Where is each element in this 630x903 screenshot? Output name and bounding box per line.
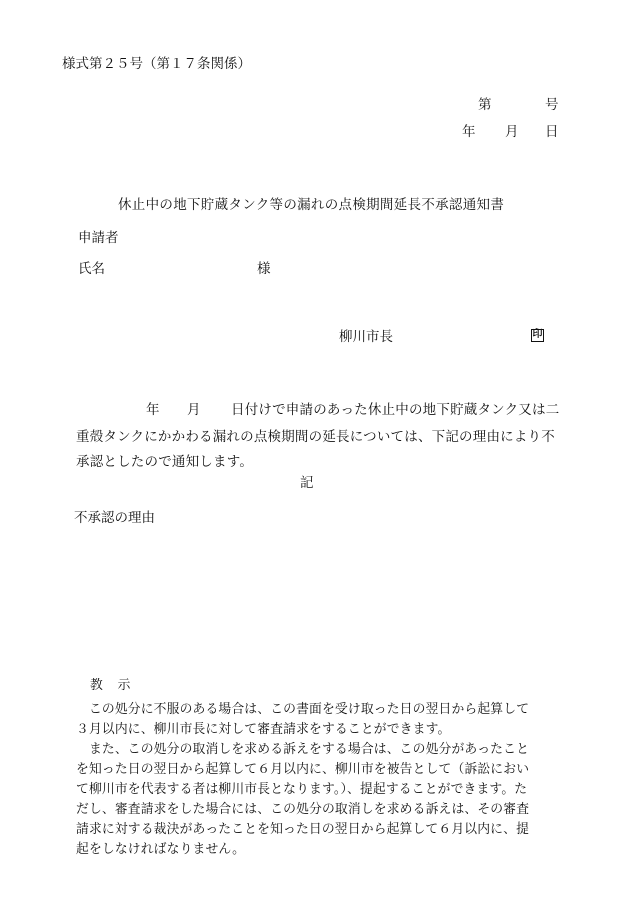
document-title: 休止中の地下貯蔵タンク等の漏れの点検期間延長不承認通知書 bbox=[118, 197, 505, 213]
instruction-p1-line-2: ３月以内に、柳川市長に対して審査請求をすることができます。 bbox=[76, 722, 451, 737]
issuer-title: 柳川市長 bbox=[339, 329, 393, 345]
date-month: 月 bbox=[505, 124, 519, 140]
official-seal-icon: 印 bbox=[532, 329, 543, 340]
instruction-p2-line-6: 起をしなければなりません。 bbox=[76, 842, 246, 857]
ki-heading: 記 bbox=[300, 475, 314, 491]
reason-label: 不承認の理由 bbox=[74, 510, 155, 526]
instruction-p2-line-5: 請求に対する裁決があったことを知った日の翌日から起算して６月以内に、提 bbox=[76, 822, 530, 837]
applicant-label: 申請者 bbox=[78, 230, 119, 246]
form-number: 様式第２５号（第１７条関係） bbox=[62, 56, 251, 72]
instruction-p1-line-1: この処分に不服のある場合は、この書面を受け取った日の翌日から起算して bbox=[76, 702, 530, 717]
body-year: 年 bbox=[146, 402, 160, 418]
instruction-p2-line-2: を知った日の翌日から起算して６月以内に、柳川市を被告として（訴訟におい bbox=[76, 762, 530, 777]
honorific: 様 bbox=[257, 261, 271, 277]
instruction-p2-line-4: だし、審査請求をした場合には、この処分の取消しを求める訴えは、その審査 bbox=[76, 802, 530, 817]
date-year: 年 bbox=[462, 124, 476, 140]
instruction-p2-line-1: また、この処分の取消しを求める訴えをする場合は、この処分があったこと bbox=[76, 742, 530, 757]
date-day: 日 bbox=[545, 124, 559, 140]
doc-number-prefix: 第 bbox=[478, 97, 492, 113]
body-line-2: 重殻タンクにかかわる漏れの点検期間の延長については、下記の理由により不 bbox=[76, 429, 555, 445]
name-label: 氏名 bbox=[78, 261, 105, 277]
instruction-heading: 教 示 bbox=[90, 678, 132, 693]
instruction-p2-line-3: て柳川市を代表する者は柳川市長となります。）、提起することができます。た bbox=[76, 782, 528, 797]
body-line-3: 承認としたので通知します。 bbox=[76, 454, 254, 470]
body-line-1: 日付けで申請のあった休止中の地下貯蔵タンク又は二 bbox=[231, 402, 560, 418]
body-month: 月 bbox=[187, 402, 201, 418]
doc-number-suffix: 号 bbox=[545, 97, 559, 113]
